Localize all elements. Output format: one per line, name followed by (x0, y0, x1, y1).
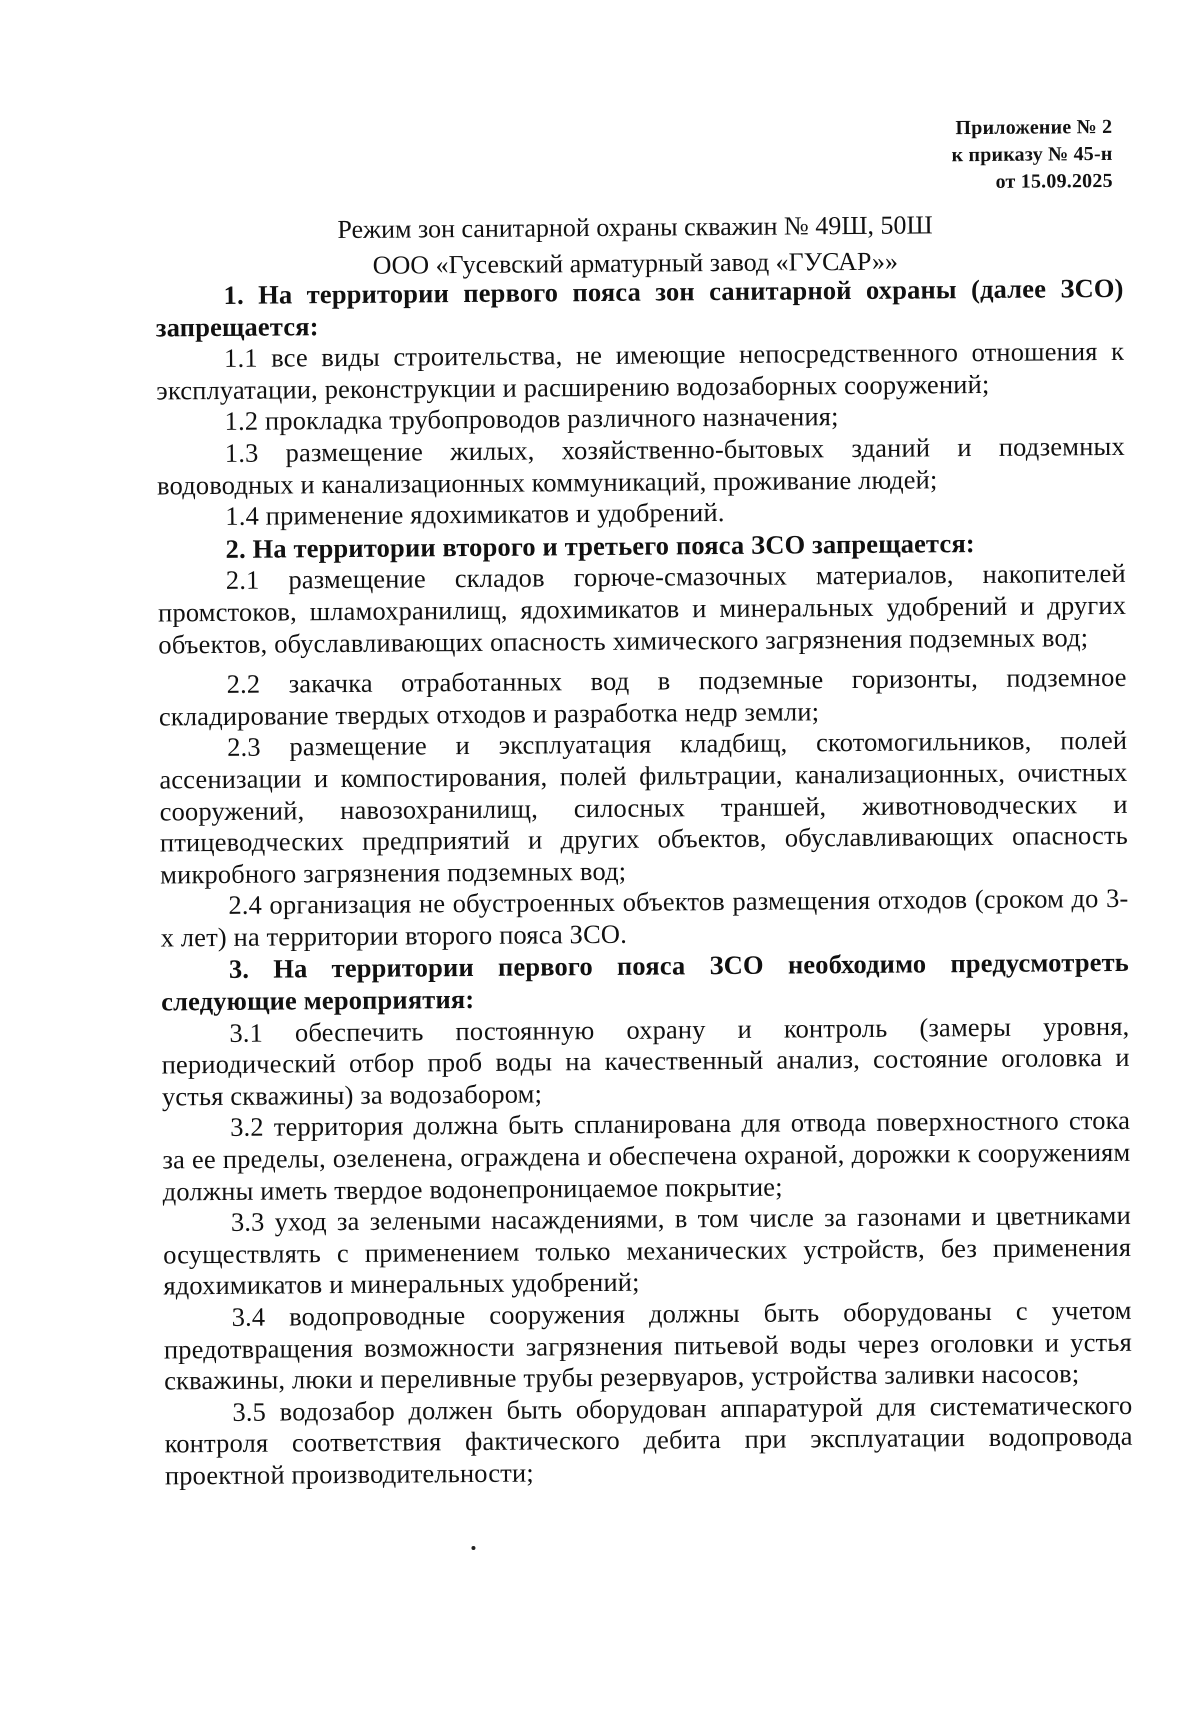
appendix-number: Приложение № 2 (955, 115, 1113, 140)
item-2-2: 2.2 закачка отработанных вод в подземные горизонты, подземное складирование твердых отходов и разработка недр земли; (158, 661, 1127, 732)
scan-speck (471, 1546, 475, 1550)
document-body (155, 272, 1132, 1492)
item-3-4: 3.4 водопроводные сооружения должны быть оборудованы с учетом предотвращения возможности загрязнения питьевой воды через оголовки и устья скважины, люки и переливные трубы резервуаров, устройства заливки насосов; (163, 1294, 1132, 1396)
item-1-4: 1.4 применение ядохимикатов и удобрений. (225, 497, 725, 532)
section-1-heading: 1. На территории первого пояса зон санитарной охраны (далее ЗСО) запрещается: (155, 272, 1124, 343)
order-date: от 15.09.2025 (995, 169, 1113, 193)
item-2-3: 2.3 размещение и эксплуатация кладбищ, скотомогильников, полей ассенизации и компостирования, полей фильтрации, канализационных, очистных сооружений, навозохранилищ, силосных траншей, животноводческих и птицеводческих предприятий и других объектов, обуславливающих опасность микробного загрязнения подземных вод; (159, 725, 1129, 890)
section-2-heading: 2. На территории второго и третьего пояса ЗСО запрещается: (225, 527, 975, 564)
title-line-1: Режим зон санитарной охраны скважин № 49Ш, 50Ш (337, 210, 933, 245)
section-3-heading: 3. На территории первого пояса ЗСО необходимо предусмотреть следующие мероприятия: (161, 947, 1130, 1017)
item-1-2: 1.2 прокладка трубопроводов различного назначения; (224, 401, 839, 437)
item-3-1: 3.1 обеспечить постоянную охрану и контроль (замеры уровня, периодический отбор проб воды на качественный анализ, состояние оголовка и устья скважины) за водозабором; (161, 1010, 1130, 1112)
item-3-2: 3.2 территория должна быть спланирована для отвода поверхностного стока за ее пределы, озеленена, ограждена и обеспечена охраной, дорожки к сооружениям должны иметь твердое водонепроницаемое покрытие; (162, 1105, 1131, 1207)
item-3-3: 3.3 уход за зелеными насаждениями, в том числе за газонами и цветниками осуществлять с применением только механических устройств, без применения ядохимикатов и минеральных удобрений; (163, 1200, 1132, 1301)
title-line-2: ООО «Гусевский арматурный завод «ГУСАР»» (372, 246, 899, 280)
appendix-reference (951, 114, 1113, 196)
order-number: к приказу № 45-н (951, 142, 1113, 167)
item-1-3: 1.3 размещение жилых, хозяйственно-бытовых зданий и подземных водоводных и канализационных коммуникаций, проживание людей; (156, 430, 1125, 501)
item-2-4: 2.4 организация не обустроенных объектов размещения отходов (сроком до 3-х лет) на территории второго пояса ЗСО. (160, 883, 1129, 953)
item-1-1: 1.1 все виды строительства, не имеющие непосредственного отношения к эксплуатации, реконструкции и расширению водозаборных сооружений; (156, 336, 1125, 406)
item-3-5: 3.5 водозабор должен быть оборудован аппаратурой для систематического контроля соответствия фактического дебита при эксплуатации водопровода проектной производительности; (164, 1389, 1133, 1491)
item-2-1: 2.1 размещение складов горюче-смазочных материалов, накопителей промстоков, шламохранилищ, ядохимикатов и минеральных удобрений и других объектов, обуславливающих опасность химического загрязнения подземных вод; (157, 558, 1127, 659)
